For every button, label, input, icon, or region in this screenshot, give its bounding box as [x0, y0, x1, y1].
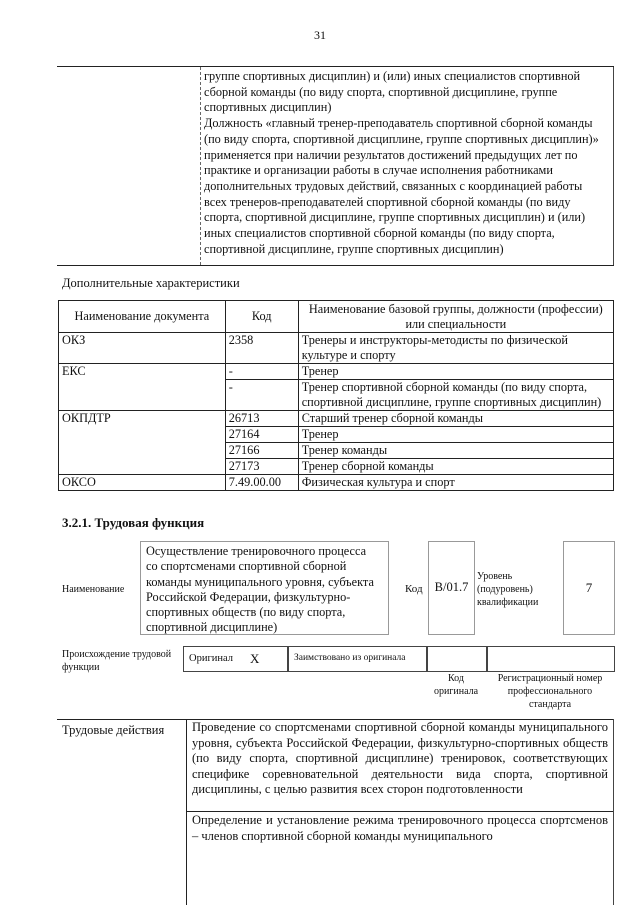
doc-cell	[59, 427, 226, 443]
code-cell: -	[225, 364, 298, 380]
additional-characteristics-heading: Дополнительные характеристики	[62, 276, 240, 290]
name-cell: Старший тренер сборной команды	[298, 411, 613, 427]
doc-cell: ОКЗ	[59, 333, 226, 364]
labor-function-heading: 3.2.1. Трудовая функция	[62, 515, 205, 530]
function-code-value: B/01.7	[434, 580, 469, 594]
table-row	[59, 333, 614, 364]
code-label: Код	[405, 583, 423, 595]
action-separator	[187, 811, 613, 812]
name-cell: Тренер	[298, 427, 613, 443]
name-cell: Тренер команды	[298, 443, 613, 459]
origin-label: Происхождение трудовой функции	[62, 649, 172, 673]
table-row	[59, 411, 614, 427]
continuation-paragraph: группе спортивных дисциплин) и (или) иных специалистов спортивной сборной команды (по виду спорта, спортивной дисциплине, группе спортивных дисциплин)	[204, 69, 581, 115]
original-label: Оригинал	[189, 653, 233, 664]
code-box	[428, 541, 475, 635]
code-cell: 26713	[225, 411, 298, 427]
original-code-caption: Код оригинала	[433, 673, 479, 697]
name-label: Наименование	[62, 584, 125, 595]
column-header: Наименование документа	[59, 301, 226, 333]
table-row	[59, 475, 614, 491]
name-cell: Физическая культура и спорт	[298, 475, 613, 491]
table-row	[59, 380, 614, 411]
labor-action-item: Проведение со спортсменами спортивной сборной команды муниципального уровня, субъекта Российской Федерации, физкультурно-спортивных обществ (по виду спорта, спортивной дисциплине) тренировок, соответствующих специфике соревновательной деятельности вида спорта, спортивной дисциплины, с целью развития всех сторон подготовленности	[192, 720, 608, 797]
name-cell: Тренеры и инструкторы-методисты по физической культуре и спорту	[298, 333, 613, 364]
name-cell: Тренер спортивной сборной команды (по виду спорта, спортивной дисциплине, группе спортивных дисциплин)	[298, 380, 613, 411]
doc-cell: ЕКС	[59, 364, 226, 380]
table-row	[59, 459, 614, 475]
code-cell: 27166	[225, 443, 298, 459]
continuation-table	[57, 66, 614, 266]
code-cell: -	[225, 380, 298, 411]
labor-action-item: Определение и установление режима тренировочного процесса спортсменов – членов спортивной сборной команды муниципального	[192, 813, 608, 843]
borrowed-box	[288, 646, 427, 672]
qualification-level-value: 7	[585, 580, 593, 595]
labor-actions-label: Трудовые действия	[62, 723, 165, 737]
registration-number-box	[487, 646, 615, 672]
table-header-row	[59, 301, 614, 333]
column-header: Наименование базовой группы, должности (профессии) или специальности	[298, 301, 613, 333]
original-mark: X	[250, 651, 260, 666]
column-header: Код	[225, 301, 298, 333]
continuation-cell	[204, 69, 608, 257]
doc-cell	[59, 459, 226, 475]
name-cell: Тренер	[298, 364, 613, 380]
continuation-paragraph: Должность «главный тренер-преподаватель спортивной сборной команды (по виду спорта, спортивной дисциплине, группе спортивных дисциплин)» применяется при наличии результатов достижений предыдущих лет по практике и организации работы в случае исполнения работниками дополнительных трудовых действий, связанных с координацией работы всех тренеров-преподавателей спортивной сборной команды (по виду спорта, спортивной дисциплине, группе спортивных дисциплин) и (или) иных специалистов спортивной сборной команды (по виду спорта, спортивной дисциплине, группе спортивных дисциплин)	[204, 116, 599, 256]
table-divider	[200, 67, 201, 265]
table-row	[59, 364, 614, 380]
code-cell: 27164	[225, 427, 298, 443]
code-cell: 27173	[225, 459, 298, 475]
table-row	[59, 427, 614, 443]
page-number: 31	[314, 28, 326, 42]
code-cell: 7.49.00.00	[225, 475, 298, 491]
registration-number-caption: Регистрационный номер профессионального стандарта	[497, 673, 603, 710]
original-box	[183, 646, 288, 672]
qualification-level-label: Уровень (подуровень) квалификации	[477, 571, 539, 608]
code-cell: 2358	[225, 333, 298, 364]
doc-cell: ОКСО	[59, 475, 226, 491]
name-cell: Тренер сборной команды	[298, 459, 613, 475]
level-box	[563, 541, 615, 635]
doc-cell	[59, 443, 226, 459]
function-name-box	[140, 541, 389, 635]
function-name-value: Осуществление тренировочного процесса со спортсменами спортивной сборной команды муниципального уровня, субъекта Российской Федерации, физкультурно-спортивных обществ (по виду спорта, спортивной дисциплине)	[146, 544, 374, 635]
actions-right-border	[613, 719, 614, 905]
table-row	[59, 443, 614, 459]
characteristics-table	[58, 300, 614, 491]
table-border	[613, 67, 614, 265]
actions-divider	[186, 719, 187, 905]
doc-cell: ОКПДТР	[59, 411, 226, 427]
doc-cell	[59, 380, 226, 411]
borrowed-label: Заимствовано из оригинала	[294, 653, 406, 663]
original-code-box	[427, 646, 487, 672]
